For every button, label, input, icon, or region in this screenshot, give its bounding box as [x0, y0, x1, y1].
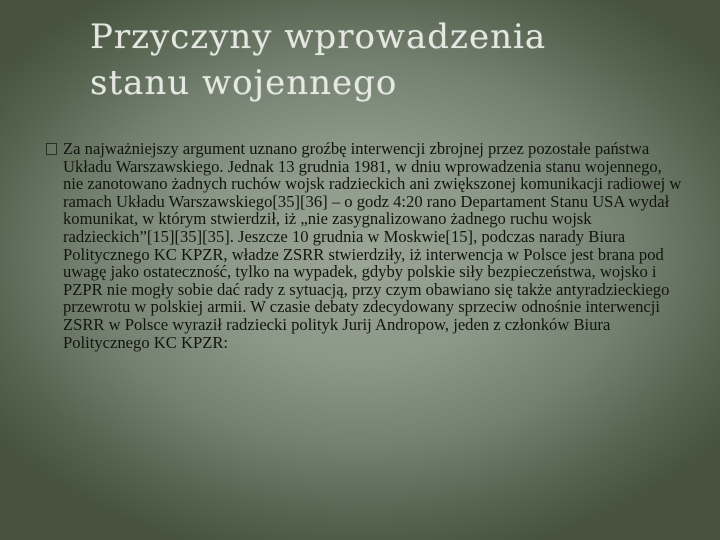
bullet-text: Za najważniejszy argument uznano groźbę interwencji zbrojnej przez pozostałe państwa Układu Warszawskiego. Jednak 13 grudnia 1981, w dniu wprowadzenia stanu wojennego, nie zanotowano żadnych ruchów wojsk radzieckich ani zwiększonej komunikacji radiowej w ramach Układu Warszawskiego[35][36] – o godz 4:20 rano Departament Stanu USA wydał komunikat, w którym stwierdził, iż „nie zasygnalizowano żadnego ruchu wojsk radzieckich”[15][35][35]. Jeszcze 10 grudnia w Moskwie[15], podczas narady Biura Politycznego KC KPZR, władze ZSRR stwierdziły, iż interwencja w Polsce jest brana pod uwagę jako ostateczność, tylko na wypadek, gdyby polskie siły bezpieczeństwa, wojsko i PZPR nie mogły sobie dać rady z sytuacją, przy czym obawiano się także antyradzieckiego przewrotu w polskiej armii. W czasie debaty zdecydowany sprzeciw odnośnie interwencji ZSRR w Polsce wyraził radziecki polityk Jurij Andropow, jeden z członków Biura Politycznego KC KPZR:: [63, 139, 682, 352]
square-bullet-icon: [46, 143, 57, 155]
slide-title: Przyczyny wprowadzenia stanu wojennego: [90, 17, 547, 103]
bullet-item: [46, 140, 686, 351]
slide-body: [46, 140, 686, 351]
